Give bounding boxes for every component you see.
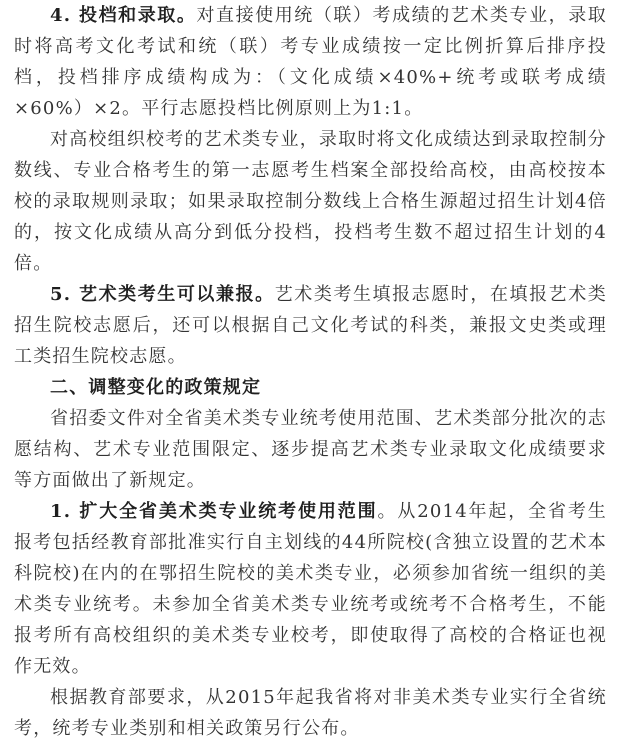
paragraph-ministry-requirement: 根据教育部要求，从2015年起我省将对非美术类专业实行全省统考，统考专业类别和相关政策另行公布。 (14, 687, 607, 739)
section-4-text: 对直接使用统（联）考成绩的艺术类专业，录取时将高考文化考试和统（联）考专业成绩按一定比例折算后排序投档，投档排序成绩构成为：（文化成绩×40%+统考或联考成绩×60%）×2。平行志愿投档比例原则上为1:1。 (14, 5, 607, 119)
paragraph-art-exam-scope (14, 496, 607, 682)
paragraph-part-2-intro: 省招委文件对全省美术类专业统考使用范围、艺术类部分批次的志愿结构、艺术专业范围限定、逐步提高艺术类专业录取文化成绩要求等方面做出了新规定。 (14, 408, 607, 491)
section-5-heading: 5. 艺术类考生可以兼报。 (50, 284, 275, 305)
point-1-heading: 1. 扩大全省美术类专业统考使用范围 (50, 501, 378, 522)
paragraph-school-exam: 对高校组织校考的艺术类专业，录取时将文化成绩达到录取控制分数线、专业合格考生的第一志愿考生档案全部投给高校，由高校按本校的录取规则录取；如果录取控制分数线上合格生源超过招生计划4倍的，按文化成绩从高分到低分投档，投档考生数不超过招生计划的4倍。 (14, 129, 607, 274)
section-4-heading: 4. 投档和录取。 (50, 5, 197, 26)
section-5-text: 艺术类考生填报志愿时，在填报艺术类招生院校志愿后，还可以根据自己文化考试的科类，兼报文史类或理工类招生院校志愿。 (14, 284, 607, 367)
paragraph-admission (14, 0, 607, 124)
point-1-text: 。从2014年起，全省考生报考包括经教育部批准实行自主划线的44所院校(含独立设置的艺术本科院校)在内的在鄂招生院校的美术类专业，必须参加省统一组织的美术类专业统考。未参加全省美术类专业统考或统考不合格考生，不能报考所有高校组织的美术类专业校考，即使取得了高校的合格证也视作无效。 (14, 501, 607, 677)
part-2-heading: 二、调整变化的政策规定 (50, 377, 262, 398)
paragraph-dual-apply (14, 279, 607, 372)
